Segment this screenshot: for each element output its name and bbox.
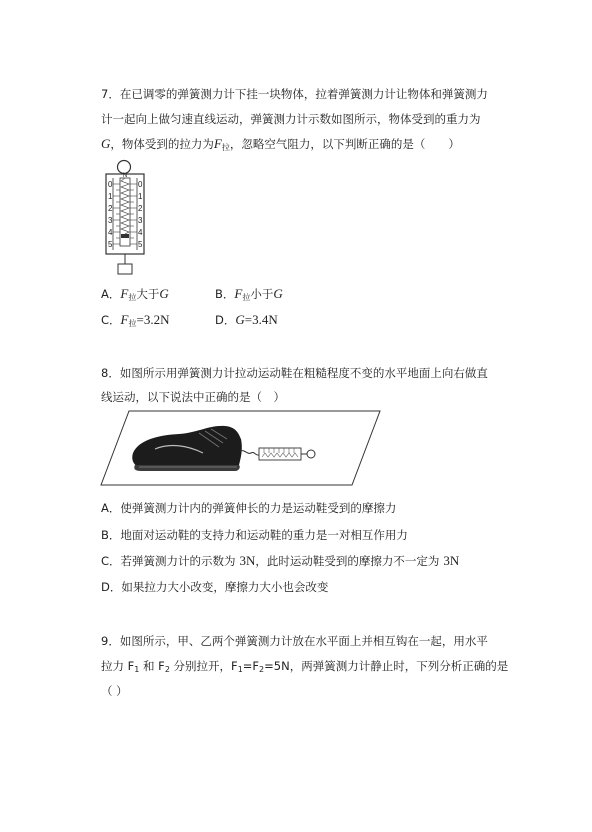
q7-symbol-g: G <box>101 136 111 151</box>
q7-stem-line1: 7．在已调零的弹簧测力计下挂一块物体，拉着弹簧测力计让物体和弹簧测力 <box>101 87 488 101</box>
scale-unit-label: N <box>122 173 128 179</box>
q7-symbol-f-sub: 拉 <box>221 143 230 152</box>
q7-symbol-f: F <box>213 136 222 151</box>
q7-stem-line3-end: ，忽略空气阻力，以下判断正确的是（ ） <box>229 137 460 151</box>
scale-right-4: 4 <box>138 228 143 237</box>
spring-scale-figure <box>100 158 150 276</box>
pointer-icon <box>121 234 129 238</box>
q7-option-a[interactable]: A．$F_拉$大于G <box>101 286 169 302</box>
q9-stem-line3: （ ） <box>101 684 128 698</box>
q7-stem-line3-mid: ，物体受到的拉力为 <box>110 137 214 151</box>
q7-option-b[interactable]: B．$F_拉$小于G <box>215 286 283 302</box>
scale-right-2: 2 <box>138 204 143 213</box>
q9-stem-line2: 拉力 $F_1$ 和 $F_2$ 分别拉开，$F_1=F_2=5N$，两弹簧测力计静止时，下列分析正确的是 <box>101 659 509 674</box>
q7-stem-line2: 计一起向上做匀速直线运动，弹簧测力计示数如图所示，物体受到的重力为 <box>101 112 481 126</box>
q8-option-d[interactable]: D．如果拉力大小改变，摩擦力大小也会改变 <box>101 580 329 594</box>
scale-left-2: 2 <box>108 204 113 213</box>
scale-right-1: 1 <box>138 192 143 201</box>
scale-left-5: 5 <box>108 240 113 249</box>
hanging-object <box>118 264 132 274</box>
q8-option-b[interactable]: B．地面对运动鞋的支持力和运动鞋的重力是一对相互作用力 <box>101 528 408 542</box>
q7-option-d[interactable]: D．G=3.4N <box>215 312 278 327</box>
q8-stem-line1: 8．如图所示用弹簧测力计拉动运动鞋在粗糙程度不变的水平地面上向右做直 <box>101 366 488 380</box>
scale-left-1: 1 <box>108 192 113 201</box>
scale-right-0: 0 <box>138 180 143 189</box>
scale-left-3: 3 <box>108 216 113 225</box>
scale-right-5: 5 <box>138 240 143 249</box>
q7-option-c[interactable]: C．$F_拉=3.2N$ <box>101 312 170 328</box>
q7-stem-line3 <box>101 136 460 156</box>
q8-stem-line2: 线运动，以下说法中正确的是（ ） <box>101 390 285 404</box>
scale-right-3: 3 <box>138 216 143 225</box>
q9-stem-line1: 9．如图所示，甲、乙两个弹簧测力计放在水平面上并相互钩在一起，用水平 <box>101 634 488 648</box>
q8-option-c[interactable]: C．若弹簧测力计的示数为 3N，此时运动鞋受到的摩擦力不一定为 3N <box>101 553 460 568</box>
scale-left-0: 0 <box>108 180 113 189</box>
scale-left-4: 4 <box>108 228 113 237</box>
horizontal-spring-scale <box>259 448 301 460</box>
shoe-pulled-figure <box>99 409 381 487</box>
q8-option-a[interactable]: A．使弹簧测力计内的弹簧伸长的力是运动鞋受到的摩擦力 <box>101 501 397 515</box>
